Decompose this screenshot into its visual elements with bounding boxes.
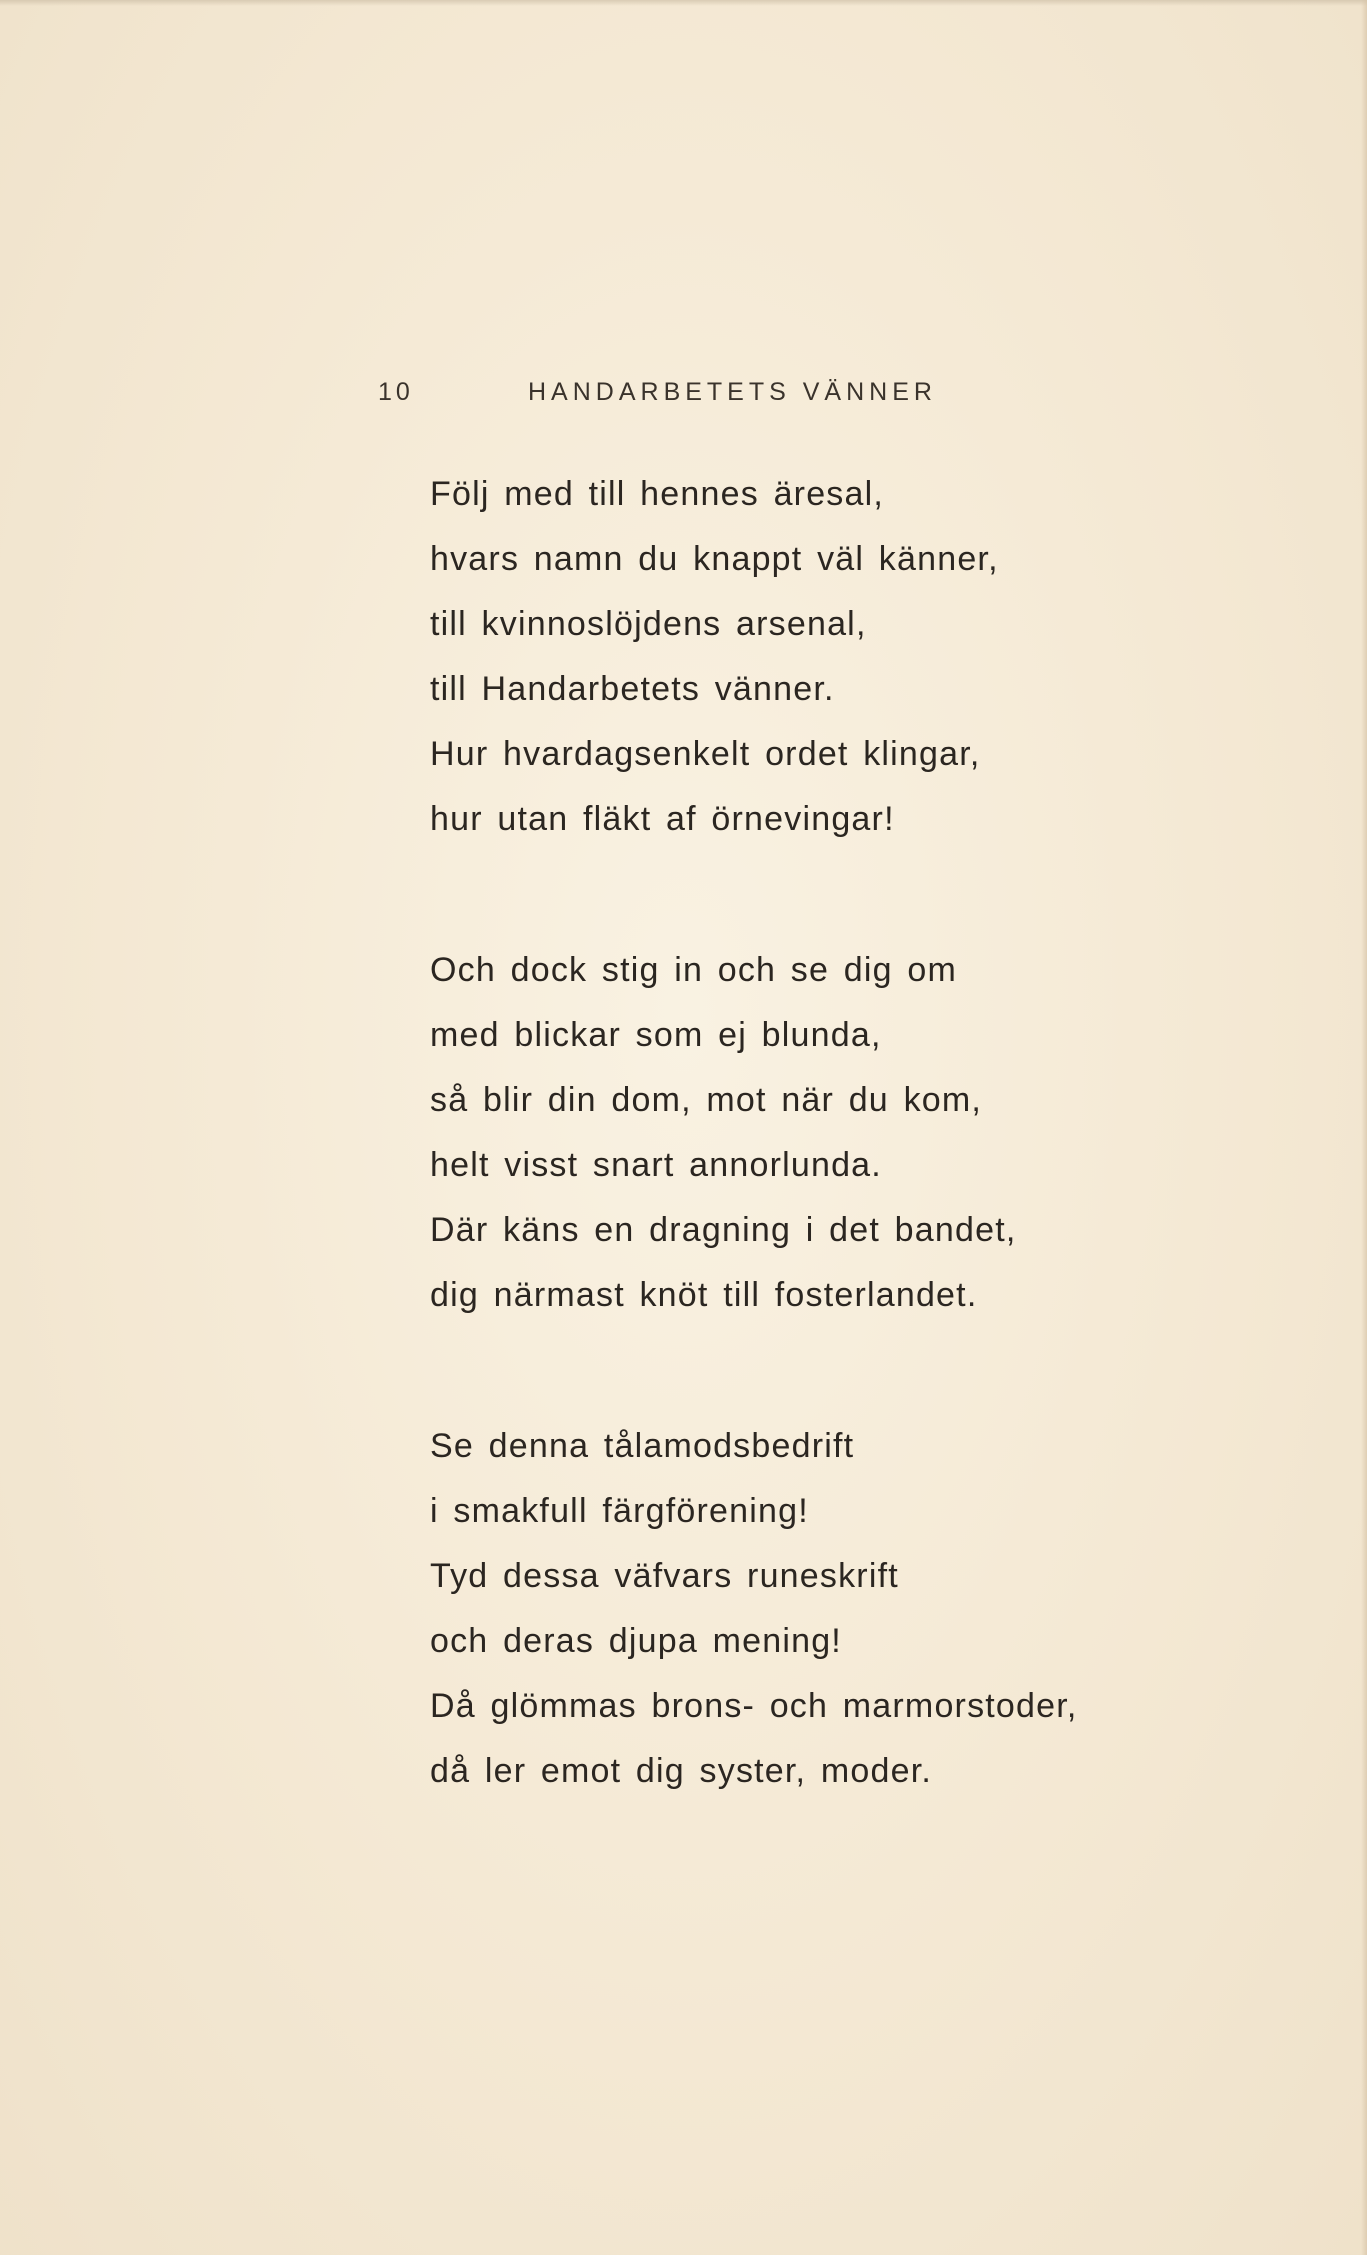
- page-edge-top: [0, 0, 1367, 6]
- running-title: HANDARBETETS VÄNNER: [528, 378, 937, 406]
- poem-line: hur utan fläkt af örnevingar!: [430, 800, 895, 838]
- poem-line: då ler emot dig syster, moder.: [430, 1752, 932, 1790]
- poem-line: Då glömmas brons- och marmorstoder,: [430, 1687, 1078, 1725]
- poem-line: till Handarbetets vänner.: [430, 670, 835, 708]
- poem-line: Där käns en dragning i det bandet,: [430, 1211, 1017, 1249]
- running-head: [378, 378, 978, 418]
- stanza-3: [430, 1414, 1130, 1804]
- poem-line: så blir din dom, mot när du kom,: [430, 1081, 983, 1119]
- page-number: 10: [378, 378, 414, 406]
- poem: [430, 462, 1130, 1890]
- poem-line: hvars namn du knappt väl känner,: [430, 540, 999, 578]
- poem-line: till kvinnoslöjdens arsenal,: [430, 605, 867, 643]
- stanza-2: [430, 938, 1130, 1328]
- poem-line: Se denna tålamodsbedrift: [430, 1427, 855, 1465]
- poem-line: Följ med till hennes äresal,: [430, 475, 885, 513]
- poem-line: Hur hvardagsenkelt ordet klingar,: [430, 735, 981, 773]
- page-edge-right: [1361, 0, 1367, 2255]
- stanza-1: [430, 462, 1130, 852]
- poem-line: dig närmast knöt till fosterlandet.: [430, 1276, 978, 1314]
- poem-line: Tyd dessa väfvars runeskrift: [430, 1557, 899, 1595]
- poem-line: helt visst snart annorlunda.: [430, 1146, 882, 1184]
- poem-line: i smakfull färgförening!: [430, 1492, 809, 1530]
- poem-line: och deras djupa mening!: [430, 1622, 842, 1660]
- poem-line: med blickar som ej blunda,: [430, 1016, 882, 1054]
- poem-line: Och dock stig in och se dig om: [430, 951, 958, 989]
